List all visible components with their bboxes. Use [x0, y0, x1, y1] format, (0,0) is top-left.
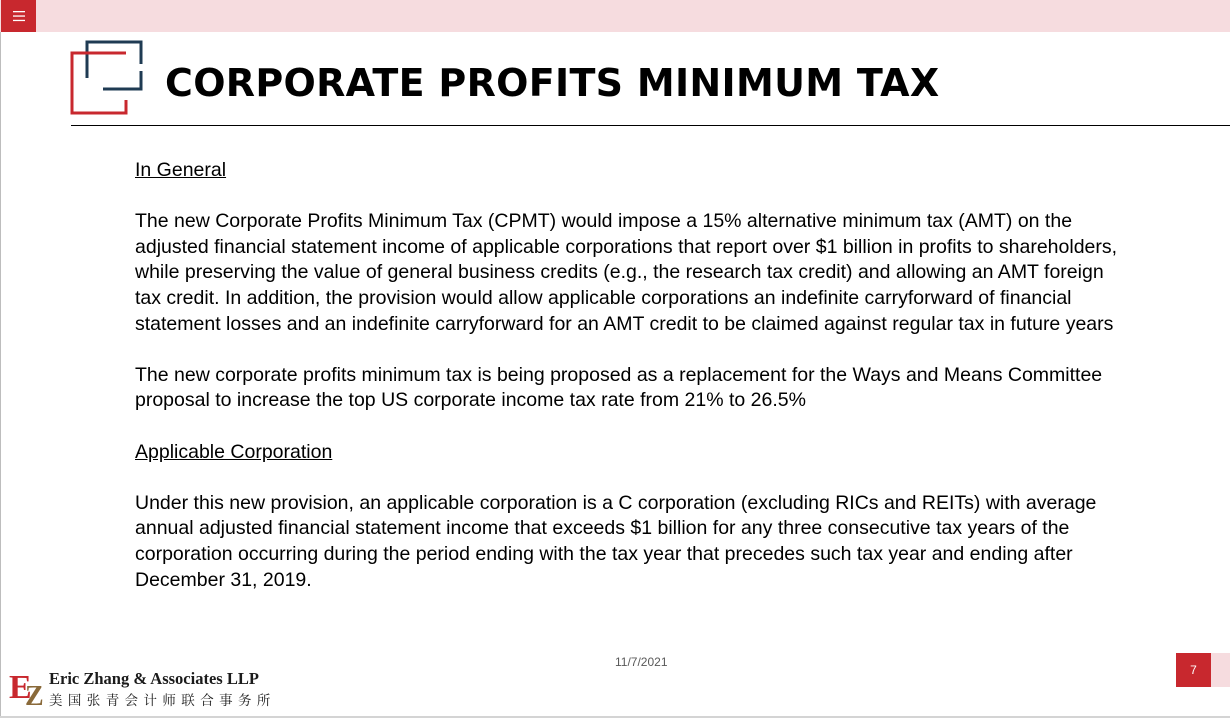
paragraph-replacement-proposal: The new corporate profits minimum tax is being proposed as a replacement for the Ways and Means Committee proposal to increase the top US corporate income tax rate from 21% to 26.5% — [135, 363, 1103, 412]
page-number-badge: 7 — [1176, 653, 1211, 687]
hamburger-menu-icon — [13, 10, 25, 22]
section-heading-in-general: In General — [135, 159, 227, 181]
svg-text:E: E — [9, 669, 32, 706]
company-logo — [8, 668, 283, 712]
ez-monogram-logo — [8, 668, 48, 708]
title-divider — [71, 125, 1230, 126]
corner-brackets-logo — [70, 40, 144, 116]
page-number-accent — [1211, 653, 1230, 687]
company-name: Eric Zhang & Associates LLP — [49, 669, 259, 688]
window-left-border — [0, 0, 1, 718]
paragraph-cpmt-overview: The new Corporate Profits Minimum Tax (CPMT) would impose a 15% alternative minimum tax (AMT) on the adjusted financial statement income of applicable corporations that report over $1 billion in profits to shareholders, while preserving the value of general business credits (e.g., the research tax credit) and allowing an AMT foreign tax credit. In addition, the provision would allow applicable corporations an indefinite carryforward of financial statement losses and an indefinite carryforward for an AMT credit to be claimed against regular tax in future years — [135, 210, 1118, 335]
slide-date: 11/7/2021 — [615, 655, 668, 669]
svg-text:Z: Z — [25, 681, 44, 708]
slide-body — [135, 158, 1135, 619]
menu-button[interactable] — [1, 0, 36, 32]
section-heading-applicable-corporation: Applicable Corporation — [135, 440, 333, 463]
company-name-chinese: 美国张青会计师联合事务所 — [49, 693, 276, 709]
top-toolbar — [0, 0, 1230, 32]
slide-title: CORPORATE PROFITS MINIMUM TAX — [165, 61, 940, 105]
paragraph-applicable-corporation: Under this new provision, an applicable corporation is a C corporation (excluding RICs and REITs) with average annual adjusted financial statement income that exceeds $1 billion for any three consecutive tax years of the corporation occurring during the period ending with the tax year that precedes such tax year and ending after December 31, 2019. — [135, 491, 1097, 591]
